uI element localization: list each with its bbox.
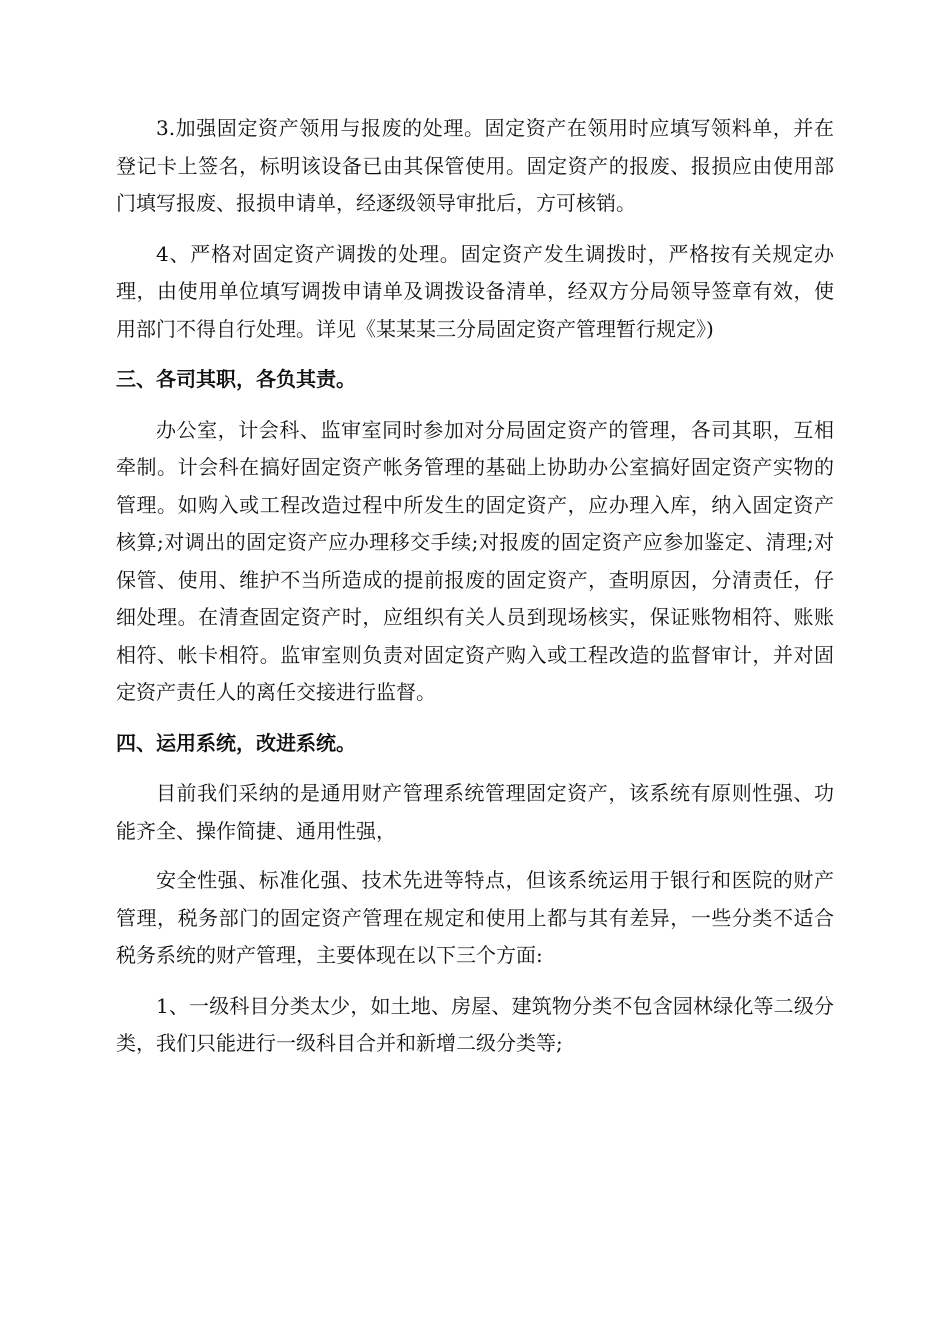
paragraph-fixed-asset-use-scrap: 3.加强固定资产领用与报废的处理。固定资产在领用时应填写领料单，并在登记卡上签名，标明该设备已由其保管使用。固定资产的报废、报损应由使用部门填写报废、报损申请单，经逐级领导审批后，方可核销。 xyxy=(116,116,834,215)
paragraph-classification-issue-1: 1、一级科目分类太少，如土地、房屋、建筑物分类不包含园林绿化等二级分类，我们只能进行一级科目合并和新增二级分类等; xyxy=(116,993,834,1055)
paragraph-fixed-asset-transfer: 4、严格对固定资产调拨的处理。固定资产发生调拨时，严格按有关规定办理，由使用单位填写调拨申请单及调拨设备清单，经双方分局领导签章有效，使用部门不得自行处理。详见《某某某三分局固定资产管理暂行规定》) xyxy=(116,241,834,341)
paragraph-system-intro: 目前我们采纳的是通用财产管理系统管理固定资产，该系统有原则性强、功能齐全、操作简捷、通用性强， xyxy=(116,781,834,843)
section-heading-3: 三、各司其职，各负其责。 xyxy=(116,367,356,391)
section-heading-4: 四、运用系统，改进系统。 xyxy=(116,730,356,755)
paragraph-department-duties: 办公室，计会科、监审室同时参加对分局固定资产的管理，各司其职，互相牵制。计会科在搞好固定资产帐务管理的基础上协助办公室搞好固定资产实物的管理。如购入或工程改造过程中所发生的固定资产，应办理入库，纳入固定资产核算;对调出的固定资产应办理移交手续;对报废的固定资产应参加鉴定、清理;对保管、使用、维护不当所造成的提前报废的固定资产，查明原因，分清责任，仔细处理。在清查固定资产时，应组织有关人员到现场核实，保证账物相符、账账相符、帐卡相符。监审室则负责对固定资产购入或工程改造的监督审计，并对固定资产责任人的离任交接进行监督。 xyxy=(116,417,834,704)
paragraph-system-features: 安全性强、标准化强、技术先进等特点，但该系统运用于银行和医院的财产管理，税务部门的固定资产管理在规定和使用上都与其有差异，一些分类不适合税务系统的财产管理，主要体现在以下三个方面: xyxy=(116,868,834,967)
document-page xyxy=(116,110,834,1076)
